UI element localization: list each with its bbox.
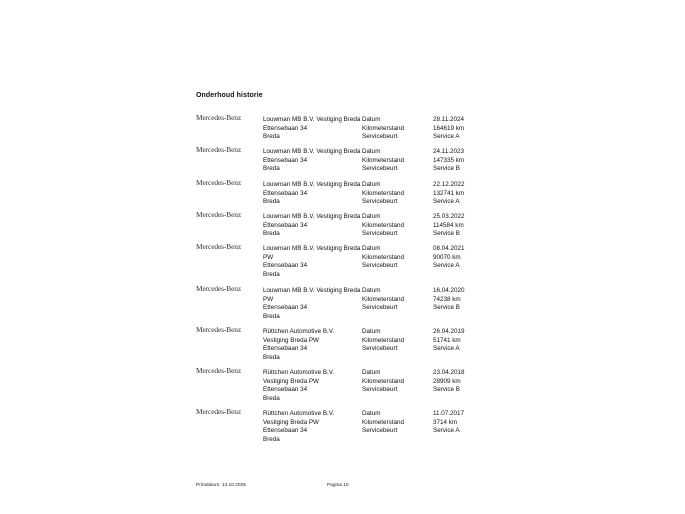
label-mileage: Kilometerstand: [362, 221, 404, 229]
label-date: Datum: [362, 148, 381, 155]
mercedes-benz-logo: Mercedes-Benz: [196, 178, 242, 187]
label-mileage: Kilometerstand: [362, 418, 404, 426]
service-date: 11.07.2017: [433, 410, 465, 417]
label-service: Servicebeurt: [362, 230, 398, 237]
print-date: Printdatum: 13.10.2025: [196, 483, 246, 488]
service-mileage: 132741 km: [433, 189, 465, 197]
service-type: Service B: [433, 386, 460, 393]
label-service: Servicebeurt: [362, 133, 398, 140]
label-date: Datum: [362, 181, 381, 188]
dealer-name: Rüttchen Automotive B.V.: [263, 369, 335, 376]
service-type: Service B: [433, 304, 460, 311]
dealer-address: [263, 369, 361, 403]
dealer-address: [263, 287, 361, 321]
label-date: Datum: [362, 213, 381, 220]
service-mileage: 51741 km: [433, 336, 461, 344]
dealer-address: [263, 116, 361, 142]
service-date: 28.11.2024: [433, 116, 465, 123]
dealer-street: Ettensebaan 34: [263, 427, 308, 434]
mercedes-benz-logo: Mercedes-Benz: [196, 242, 242, 251]
field-labels: [362, 181, 432, 207]
mercedes-benz-logo: Mercedes-Benz: [196, 113, 242, 122]
dealer-city: Breda: [263, 198, 280, 205]
label-mileage: Kilometerstand: [362, 124, 404, 132]
field-labels: [362, 287, 432, 313]
label-mileage: Kilometerstand: [362, 336, 404, 344]
page-number: Pagina 10: [327, 483, 349, 488]
field-labels: [362, 148, 432, 174]
dealer-address: [263, 181, 361, 207]
field-labels: [362, 245, 432, 271]
dealer-name-suffix: PW: [263, 253, 274, 261]
dealer-street: Ettensebaan 34: [263, 221, 308, 229]
dealer-street: Ettensebaan 34: [263, 189, 308, 197]
service-mileage: 3714 km: [433, 418, 458, 426]
service-type: Service A: [433, 345, 460, 352]
label-mileage: Kilometerstand: [362, 156, 404, 164]
label-date: Datum: [362, 328, 381, 335]
label-service: Servicebeurt: [362, 304, 398, 311]
service-date: 22.12.2022: [433, 181, 465, 188]
dealer-address: [263, 328, 361, 362]
field-values: [433, 213, 493, 239]
mercedes-benz-logo: Mercedes-Benz: [196, 210, 242, 219]
dealer-city: Breda: [263, 353, 280, 361]
dealer-street: Ettensebaan 34: [263, 262, 308, 269]
dealer-name: Louwman MB B.V. Vestiging Breda: [263, 245, 361, 252]
label-service: Servicebeurt: [362, 386, 398, 393]
service-date: 23.04.2018: [433, 369, 465, 376]
label-service: Servicebeurt: [362, 165, 398, 172]
dealer-street: Ettensebaan 34: [263, 156, 308, 164]
field-values: [433, 116, 493, 142]
field-values: [433, 328, 493, 354]
dealer-name: Rüttchen Automotive B.V.: [263, 328, 335, 335]
label-mileage: Kilometerstand: [362, 253, 404, 261]
dealer-street: Ettensebaan 34: [263, 345, 308, 352]
dealer-address: [263, 245, 361, 279]
dealer-city: Breda: [263, 133, 280, 140]
field-labels: [362, 213, 432, 239]
mercedes-benz-logo: Mercedes-Benz: [196, 407, 242, 416]
label-service: Servicebeurt: [362, 427, 398, 434]
dealer-city: Breda: [263, 312, 280, 320]
service-type: Service A: [433, 198, 460, 205]
dealer-city: Breda: [263, 394, 280, 402]
dealer-address: [263, 148, 361, 174]
service-type: Service A: [433, 427, 460, 434]
dealer-address: [263, 410, 361, 444]
mercedes-benz-logo: Mercedes-Benz: [196, 284, 242, 293]
dealer-name: Rüttchen Automotive B.V.: [263, 410, 335, 417]
field-labels: [362, 328, 432, 354]
label-date: Datum: [362, 287, 381, 294]
label-mileage: Kilometerstand: [362, 377, 404, 385]
dealer-city: Breda: [263, 230, 280, 237]
service-mileage: 74238 km: [433, 295, 461, 303]
dealer-street: Ettensebaan 34: [263, 124, 308, 132]
label-date: Datum: [362, 245, 381, 252]
section-title: Onderhoud historie: [196, 92, 263, 99]
service-mileage: 90070 km: [433, 253, 461, 261]
dealer-branch: Vestiging Breda PW: [263, 377, 320, 385]
label-service: Servicebeurt: [362, 198, 398, 205]
label-mileage: Kilometerstand: [362, 295, 404, 303]
field-values: [433, 245, 493, 271]
dealer-street: Ettensebaan 34: [263, 304, 308, 311]
dealer-name: Louwman MB B.V. Vestiging Breda: [263, 116, 361, 123]
field-values: [433, 287, 493, 313]
label-date: Datum: [362, 116, 381, 123]
service-date: 08.04.2021: [433, 245, 465, 252]
field-labels: [362, 369, 432, 395]
field-values: [433, 410, 493, 436]
dealer-city: Breda: [263, 435, 280, 443]
service-type: Service B: [433, 230, 460, 237]
field-labels: [362, 116, 432, 142]
dealer-address: [263, 213, 361, 239]
dealer-name: Louwman MB B.V. Vestiging Breda: [263, 213, 361, 220]
field-values: [433, 369, 493, 395]
service-mileage: 28909 km: [433, 377, 461, 385]
label-date: Datum: [362, 410, 381, 417]
label-service: Servicebeurt: [362, 345, 398, 352]
field-values: [433, 181, 493, 207]
service-mileage: 164619 km: [433, 124, 465, 132]
dealer-branch: Vestiging Breda PW: [263, 336, 320, 344]
dealer-name: Louwman MB B.V. Vestiging Breda: [263, 181, 361, 188]
mercedes-benz-logo: Mercedes-Benz: [196, 366, 242, 375]
service-mileage: 147335 km: [433, 156, 465, 164]
service-date: 25.03.2022: [433, 213, 465, 220]
dealer-city: Breda: [263, 165, 280, 172]
service-date: 26.04.2019: [433, 328, 465, 335]
dealer-city: Breda: [263, 270, 280, 278]
label-date: Datum: [362, 369, 381, 376]
label-service: Servicebeurt: [362, 262, 398, 269]
service-date: 24.11.2023: [433, 148, 465, 155]
dealer-branch: Vestiging Breda PW: [263, 418, 320, 426]
mercedes-benz-logo: Mercedes-Benz: [196, 325, 242, 334]
dealer-name: Louwman MB B.V. Vestiging Breda: [263, 287, 361, 294]
service-type: Service B: [433, 165, 460, 172]
mercedes-benz-logo: Mercedes-Benz: [196, 145, 242, 154]
service-mileage: 114584 km: [433, 221, 464, 229]
label-mileage: Kilometerstand: [362, 189, 404, 197]
service-type: Service A: [433, 262, 460, 269]
dealer-street: Ettensebaan 34: [263, 386, 308, 393]
service-date: 16.04.2020: [433, 287, 465, 294]
dealer-name-suffix: PW: [263, 295, 274, 303]
dealer-name: Louwman MB B.V. Vestiging Breda: [263, 148, 361, 155]
field-values: [433, 148, 493, 174]
service-type: Service A: [433, 133, 460, 140]
field-labels: [362, 410, 432, 436]
